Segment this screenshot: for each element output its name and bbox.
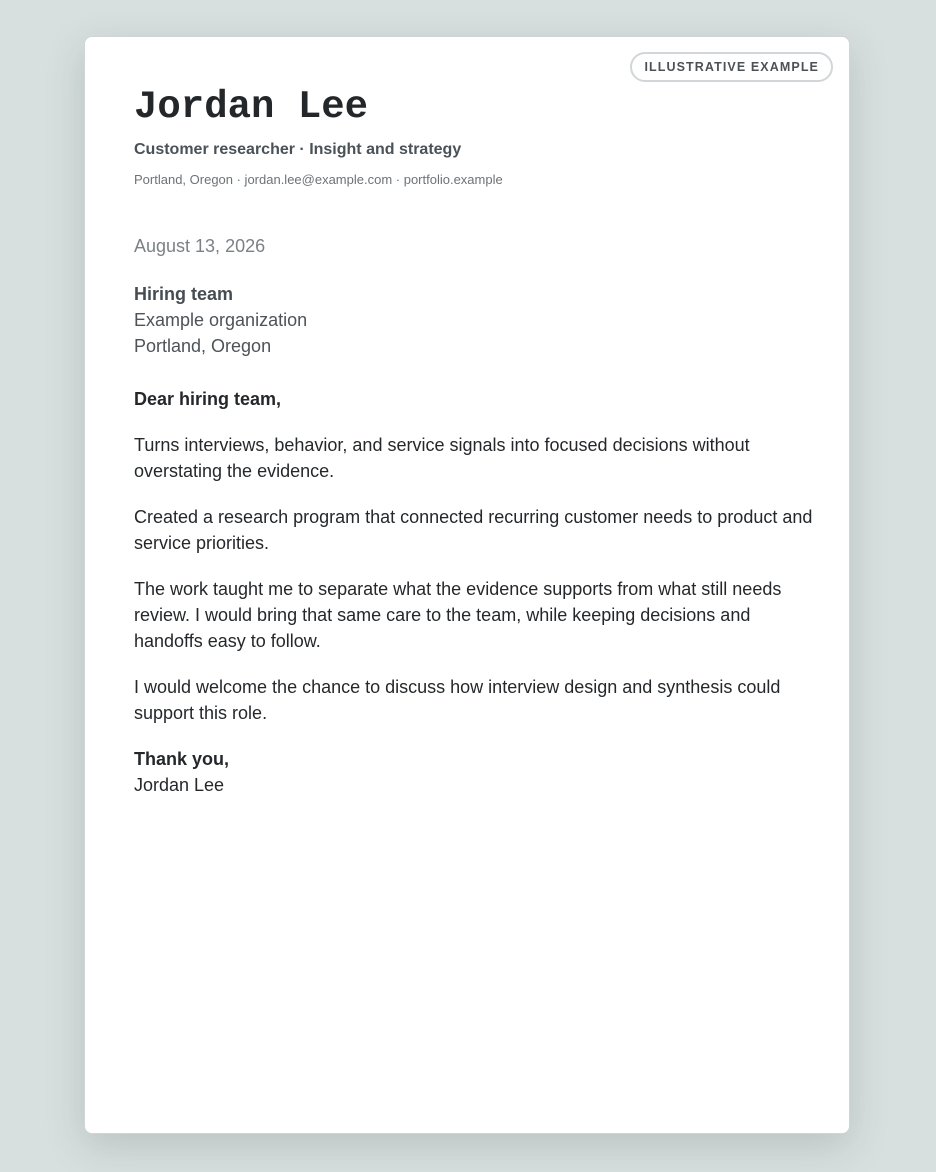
illustrative-example-badge: ILLUSTRATIVE EXAMPLE bbox=[630, 52, 833, 82]
paragraph: Turns interviews, behavior, and service signals into focused decisions without overstating the evidence. bbox=[134, 435, 750, 481]
sender-name: Jordan Lee bbox=[134, 85, 369, 129]
recipient-name: Hiring team bbox=[134, 284, 234, 304]
paragraph: I would welcome the chance to discuss how interview design and synthesis could support this role. bbox=[134, 677, 781, 723]
paragraph: The work taught me to separate what the evidence supports from what still needs review. I would bring that same care to the team, while keeping decisions and handoffs easy to follow. bbox=[134, 579, 782, 651]
recipient-location: Portland, Oregon bbox=[134, 336, 272, 356]
signature: Jordan Lee bbox=[134, 775, 225, 795]
paragraph: Created a research program that connected recurring customer needs to product and service priorities. bbox=[134, 507, 813, 553]
salutation: Dear hiring team, bbox=[134, 389, 282, 409]
letter-date: August 13, 2026 bbox=[134, 236, 266, 256]
sender-contact: Portland, Oregon · jordan.lee@example.com · portfolio.example bbox=[134, 172, 503, 187]
recipient-block bbox=[134, 281, 307, 359]
letter-page bbox=[84, 36, 850, 1134]
sender-subtitle: Customer researcher · Insight and strategy bbox=[134, 141, 462, 158]
closing: Thank you, bbox=[134, 749, 230, 769]
recipient-organization: Example organization bbox=[134, 310, 308, 330]
letter-body bbox=[134, 386, 814, 798]
